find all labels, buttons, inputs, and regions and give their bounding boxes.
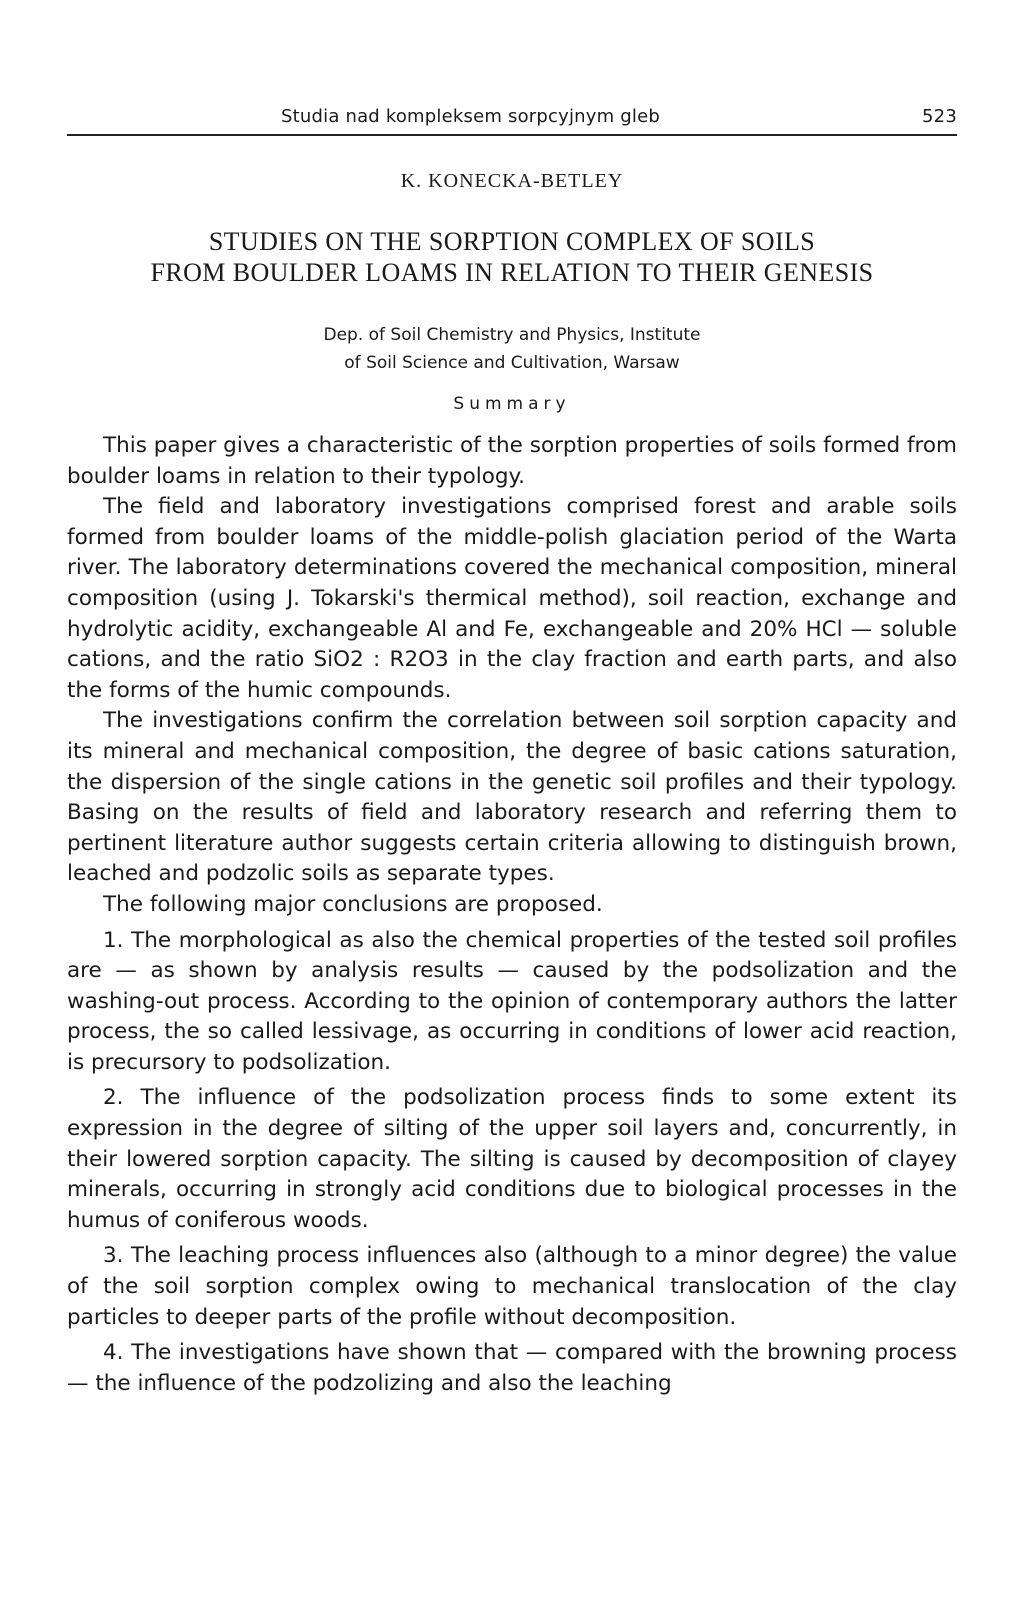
conclusion-item: 4. The investigations have shown that — compared with the browning process — the influence of the podzolizing and also the leaching xyxy=(67,1340,957,1396)
affiliation xyxy=(0,321,1024,377)
conclusion-item: 2. The influence of the podsolization process finds to some extent its expression in the degree of silting of the upper soil layers and, concurrently, in their lowered sorption capacity. The silting is caused by decomposition of clayey minerals, occurring in strongly acid conditions due to biological processes in the humus of coniferous woods. xyxy=(67,1085,957,1233)
affiliation-line: of Soil Science and Cultivation, Warsaw xyxy=(344,353,680,373)
title-line: FROM BOULDER LOAMS IN RELATION TO THEIR GENESIS xyxy=(150,258,874,287)
paragraph: This paper gives a characteristic of the sorption properties of soils formed from boulder loams in relation to their typology. xyxy=(67,433,957,489)
affiliation-line: Dep. of Soil Chemistry and Physics, Institute xyxy=(323,325,701,345)
conclusion-item: 3. The leaching process influences also (although to a minor degree) the value of the soil sorption complex owing to mechanical translocation of the clay particles to deeper parts of the profile without decomposition. xyxy=(67,1243,957,1330)
paragraph: The field and laboratory investigations comprised forest and arable soils formed from boulder loams of the middle-polish glaciation period of the Warta river. The laboratory determinations covered the mechanical composition, mineral composition (using J. Tokarski's thermical method), soil reaction, exchange and hydrolytic acidity, exchangeable Al and Fe, exchangeable and 20% HCl — soluble cations, and the ratio SiO2 : R2O3 in the clay fraction and earth parts, and also the forms of the humic compounds. xyxy=(67,494,957,703)
conclusion-item: 1. The morphological as also the chemical properties of the tested soil profiles are — as shown by analysis results — caused by the podsolization and the washing-out process. According to the opinion of contemporary authors the latter process, the so called lessivage, as occurring in conditions of lower acid reaction, is precursory to podsolization. xyxy=(67,927,957,1075)
article-author: K. KONECKA-BETLEY xyxy=(400,170,624,192)
running-header xyxy=(67,104,957,136)
paragraph: The following major conclusions are proposed. xyxy=(103,891,603,917)
running-title: Studia nad kompleksem sorpcyjnym gleb xyxy=(281,106,661,127)
summary-body xyxy=(67,431,957,1399)
page-number: 523 xyxy=(922,106,957,127)
title-line: STUDIES ON THE SORPTION COMPLEX OF SOILS xyxy=(208,227,816,256)
summary-heading: Summary xyxy=(453,394,571,414)
article-title xyxy=(0,226,1024,288)
paragraph: The investigations confirm the correlation between soil sorption capacity and its mineral and mechanical composition, the degree of basic cations saturation, the dispersion of the single cations in the genetic soil profiles and their typology. Basing on the results of field and laboratory research and referring them to pertinent literature author suggests certain criteria allowing to distinguish brown, leached and podzolic soils as separate types. xyxy=(67,708,957,887)
